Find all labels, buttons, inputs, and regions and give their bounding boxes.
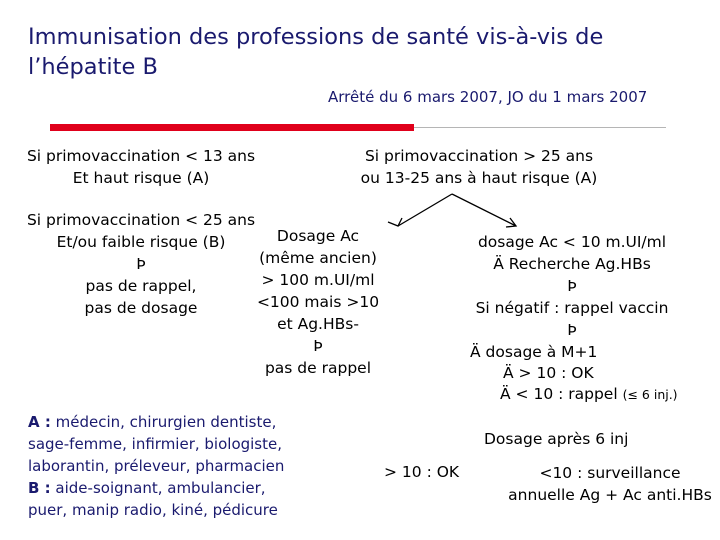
right-line-4-text: dosage à M+1 — [485, 343, 598, 361]
legend-a-line-2: sage-femme, infirmier, biologiste, — [28, 435, 282, 453]
case-over-25-line2: ou 13-25 ans à haut risque (A) — [360, 169, 598, 187]
middle-line-1: Dosage Ac — [276, 227, 360, 245]
surveillance-block — [500, 462, 720, 506]
injection-limit-note: (≤ 6 inj.) — [622, 387, 678, 402]
branch-right-arrowhead — [506, 218, 516, 227]
pointing-arrow-icon: Ä — [500, 385, 511, 403]
implies-arrow-icon: Þ — [567, 277, 577, 295]
surveillance-line-2: annuelle Ag + Ac anti.HBs — [508, 486, 712, 504]
surveillance-line-1: <10 : surveillance — [539, 464, 681, 482]
legend-b-key: B : — [28, 479, 51, 497]
case-under-25-line1: Si primovaccination < 25 ans — [26, 211, 256, 229]
pointing-arrow-icon: Ä — [503, 364, 514, 382]
page-title: Immunisation des professions de santé vis-à-vis de l’hépatite B — [28, 24, 604, 80]
case-under-25-line2: Et/ou faible risque (B) — [56, 233, 226, 251]
dosage-after-6: Dosage après 6 inj — [484, 430, 629, 448]
legend-a-line — [28, 411, 284, 433]
legend-b-text: aide-soignant, ambulancier, — [50, 479, 266, 497]
right-line-6-text: < 10 : rappel — [515, 385, 618, 403]
right-line-5 — [503, 362, 594, 384]
pointing-arrow-icon: Ä — [470, 343, 481, 361]
implies-arrow-icon: Þ — [567, 321, 577, 339]
result-ok: > 10 : OK — [384, 463, 460, 481]
antibody-test-block — [246, 225, 390, 379]
case-over-25-line1: Si primovaccination > 25 ans — [364, 147, 594, 165]
category-legend — [28, 411, 284, 521]
middle-line-3: > 100 m.UI/ml — [261, 271, 375, 289]
subtitle: Arrêté du 6 mars 2007, JO du 1 mars 2007 — [328, 88, 648, 106]
no-booster-line: pas de rappel, — [85, 277, 197, 295]
legend-a-text: médecin, chirurgien dentiste, — [50, 413, 277, 431]
no-test-line: pas de dosage — [84, 299, 198, 317]
middle-line-5: et Ag.HBs- — [277, 315, 359, 333]
right-line-6 — [500, 383, 678, 406]
middle-result: pas de rappel — [264, 359, 372, 377]
implies-arrow-icon: Þ — [313, 337, 323, 355]
implies-arrow-icon: Þ — [136, 255, 146, 273]
right-line-1: dosage Ac < 10 m.UI/ml — [477, 233, 667, 251]
legend-a-key: A : — [28, 413, 51, 431]
legend-b-line — [28, 477, 284, 499]
right-line-3: Si négatif : rappel vaccin — [475, 299, 669, 317]
pointing-arrow-icon: Ä — [493, 255, 504, 273]
case-under-13-line1: Si primovaccination < 13 ans — [26, 147, 256, 165]
branch-left-line — [398, 194, 452, 226]
case-under-13-line2: Et haut risque (A) — [72, 169, 210, 187]
branch-right-line — [452, 194, 516, 226]
legend-b-line-2: puer, manip radio, kiné, pédicure — [28, 501, 278, 519]
right-line-2-text: Recherche Ag.HBs — [508, 255, 651, 273]
right-line-4 — [470, 341, 597, 363]
right-line-5-text: > 10 : OK — [518, 364, 594, 382]
legend-a-line-3: laborantin, préleveur, pharmacien — [28, 457, 285, 475]
middle-line-2: (même ancien) — [259, 249, 377, 267]
right-line-2 — [462, 253, 682, 275]
middle-line-4: <100 mais >10 — [256, 293, 380, 311]
